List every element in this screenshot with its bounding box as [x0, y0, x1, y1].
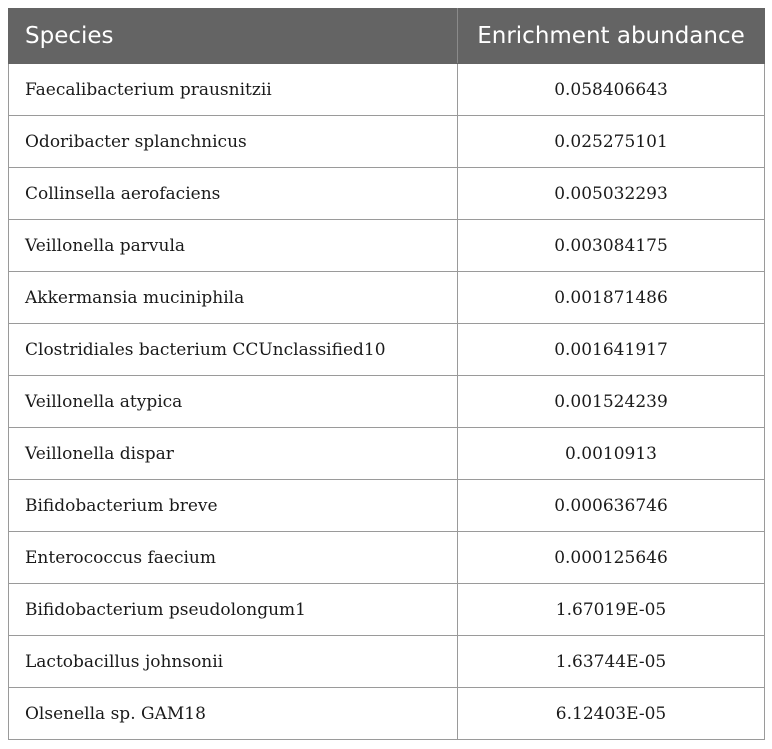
species-cell: Veillonella atypica — [9, 376, 458, 428]
table-row — [9, 64, 765, 116]
abundance-cell: 1.67019E-05 — [458, 584, 765, 636]
species-cell: Akkermansia muciniphila — [9, 272, 458, 324]
abundance-cell: 0.001524239 — [458, 376, 765, 428]
species-cell: Olsenella sp. GAM18 — [9, 688, 458, 740]
table-row — [9, 584, 765, 636]
abundance-cell: 0.058406643 — [458, 64, 765, 116]
species-cell: Veillonella parvula — [9, 220, 458, 272]
abundance-cell: 0.000125646 — [458, 532, 765, 584]
table-row — [9, 532, 765, 584]
species-cell: Bifidobacterium pseudolongum1 — [9, 584, 458, 636]
species-cell: Enterococcus faecium — [9, 532, 458, 584]
table-row — [9, 116, 765, 168]
abundance-cell: 0.003084175 — [458, 220, 765, 272]
table-row — [9, 636, 765, 688]
abundance-cell: 6.12403E-05 — [458, 688, 765, 740]
abundance-cell: 0.0010913 — [458, 428, 765, 480]
abundance-cell: 0.005032293 — [458, 168, 765, 220]
species-cell: Faecalibacterium prausnitzii — [9, 64, 458, 116]
species-cell: Bifidobacterium breve — [9, 480, 458, 532]
table-body — [9, 64, 765, 740]
table-row — [9, 220, 765, 272]
abundance-cell: 0.025275101 — [458, 116, 765, 168]
table-row — [9, 480, 765, 532]
table-row — [9, 168, 765, 220]
abundance-cell: 0.001641917 — [458, 324, 765, 376]
table-row — [9, 376, 765, 428]
table-row — [9, 428, 765, 480]
species-cell: Clostridiales bacterium CCUnclassified10 — [9, 324, 458, 376]
header-row — [9, 9, 765, 64]
species-abundance-table-container — [8, 8, 764, 740]
table-header — [9, 9, 765, 64]
abundance-cell: 0.001871486 — [458, 272, 765, 324]
species-cell: Lactobacillus johnsonii — [9, 636, 458, 688]
abundance-cell: 0.000636746 — [458, 480, 765, 532]
species-cell: Odoribacter splanchnicus — [9, 116, 458, 168]
species-cell: Collinsella aerofaciens — [9, 168, 458, 220]
header-species: Species — [9, 9, 458, 64]
table-row — [9, 688, 765, 740]
species-abundance-table — [8, 8, 765, 740]
header-enrichment-abundance: Enrichment abundance — [458, 9, 765, 64]
abundance-cell: 1.63744E-05 — [458, 636, 765, 688]
table-row — [9, 324, 765, 376]
table-row — [9, 272, 765, 324]
species-cell: Veillonella dispar — [9, 428, 458, 480]
